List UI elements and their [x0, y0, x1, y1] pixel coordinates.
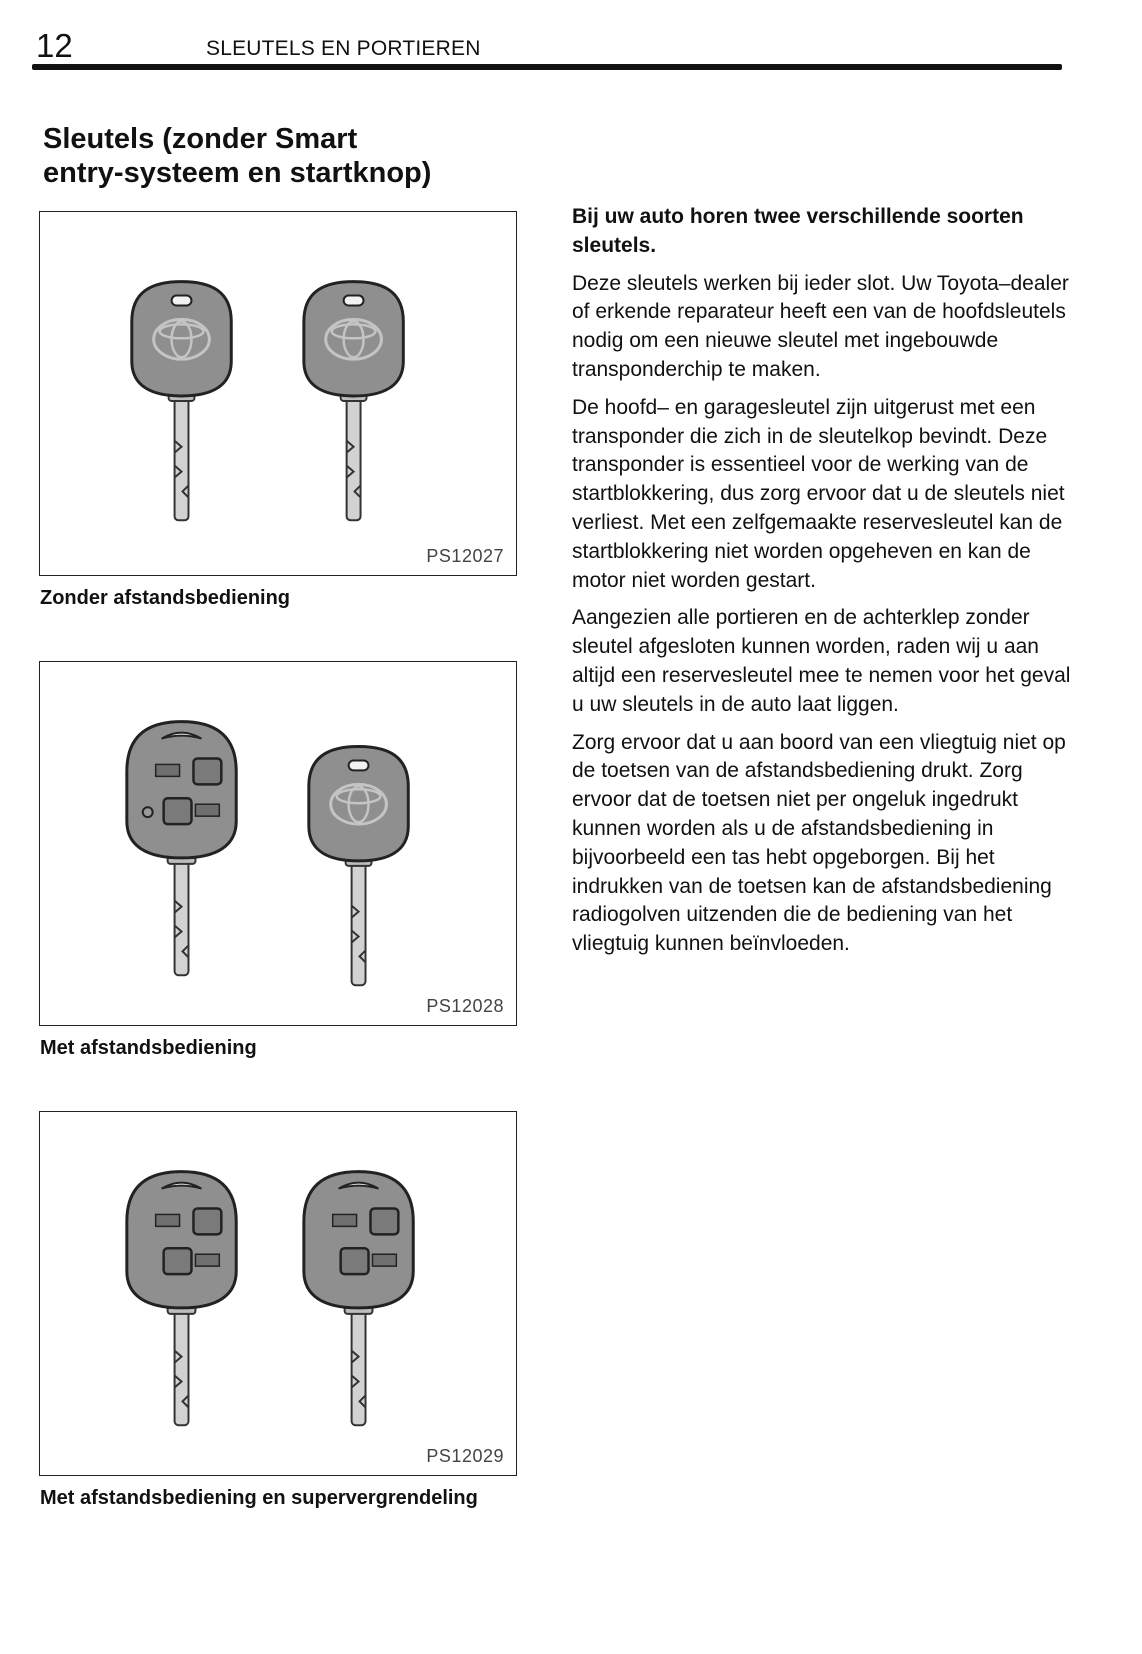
section-title [43, 122, 563, 190]
figure-code: PS12028 [426, 996, 504, 1016]
section-title-line1: Sleutels (zonder Smart [43, 123, 358, 155]
figure-keys-with-remote [39, 661, 517, 1026]
paragraph: Zorg ervoor dat u aan boord van een vliegtuig niet op de toetsen van de afstandsbediening drukt. Zorg ervoor dat de toetsen niet per ongeluk ingedrukt kunnen worden als u de afstandsbediening in bijvoorbeeld een tas hebt opgeborgen. Bij het indrukken van de toetsen kan de afstandsbediening radiogolven uitzenden die de bediening van het vliegtuig kunnen beïnvloeden. [572, 730, 1066, 956]
figure-code: PS12027 [426, 546, 504, 566]
keys-illustration [40, 1112, 516, 1475]
paragraph: Aangezien alle portieren en de achterklep zonder sleutel afgesloten kunnen worden, raden wij u aan altijd een reservesleutel mee te nemen voor het geval u uw sleutels in de auto laat liggen. [572, 606, 1071, 716]
paragraph: Deze sleutels werken bij ieder slot. Uw Toyota–dealer of erkende reparateur heeft een van de hoofdsleutels nodig om een nieuwe sleutel met ingebouwde transponderchip te maken. [572, 271, 1069, 381]
chapter-title: SLEUTELS EN PORTIEREN [206, 37, 481, 60]
section-title-line2: entry-systeem en startknop) [43, 157, 432, 189]
header-rule [32, 64, 1062, 70]
body-text [572, 203, 1072, 968]
figure-keys-without-remote [39, 211, 517, 576]
figure-caption: Met afstandsbediening [40, 1037, 257, 1059]
figure-code: PS12029 [426, 1446, 504, 1466]
keys-illustration [40, 212, 516, 575]
figure-keys-with-remote-and-deadlock [39, 1111, 517, 1476]
paragraph: De hoofd– en garagesleutel zijn uitgerust met een transponder die zich in de sleutelkop bevindt. Deze transponder is essentieel voor de werking van de startblokkering, dus zorg ervoor dat u de sleutels niet verliest. Met een zelfgemaakte reservesleutel kan de startblokkering niet worden opgeheven en kan de motor niet worden gestart. [572, 395, 1065, 592]
keys-illustration [40, 662, 516, 1025]
figure-caption: Zonder afstandsbediening [40, 587, 291, 609]
lead-paragraph: Bij uw auto horen twee verschillende soorten sleutels. [572, 205, 1024, 257]
page-number: 12 [36, 27, 73, 64]
figure-caption: Met afstandsbediening en supervergrendeling [40, 1487, 478, 1509]
